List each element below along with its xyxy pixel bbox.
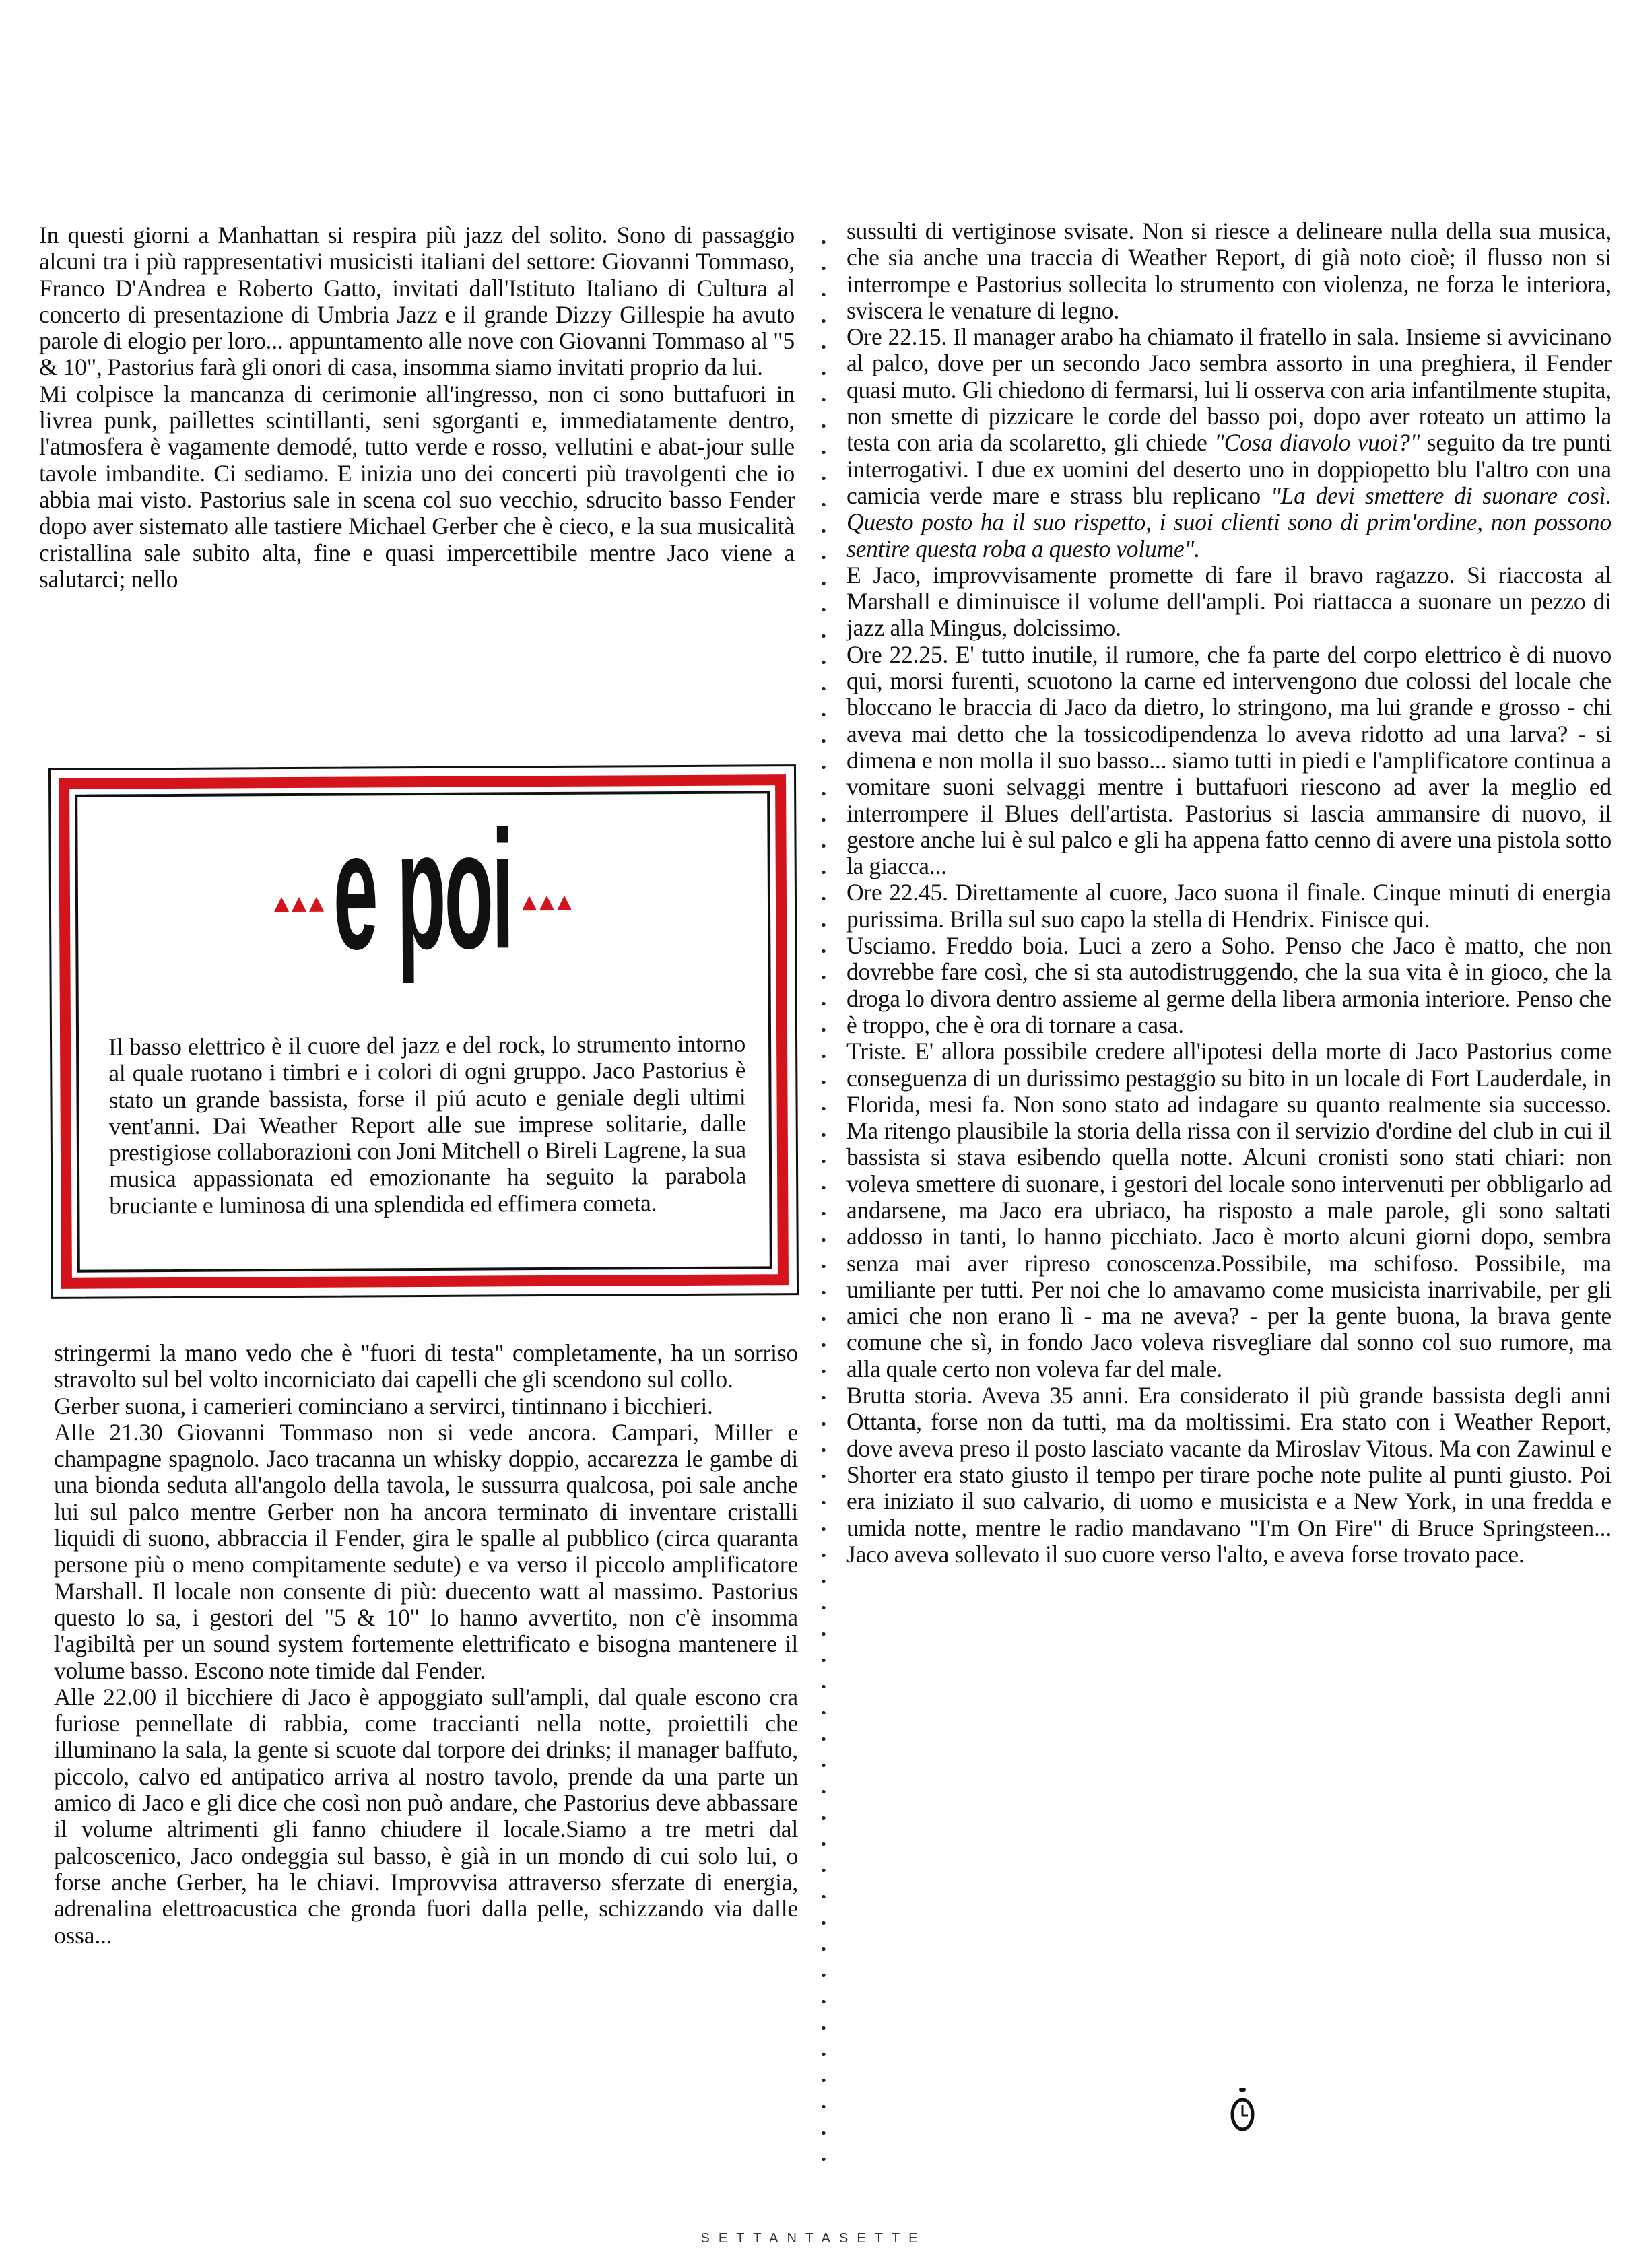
sidebar-red-frame bbox=[59, 774, 789, 1289]
article-paragraph: Usciamo. Freddo boia. Luci a zero a Soho. Penso che Jaco è matto, che non dovrebbe fare così, che si sta autodistruggendo, che la sua vita è in gioco, che la droga lo divora dentro assieme al germe della libera armonia interiore. Penso che è troppo, che è ora di tornare a casa. bbox=[846, 932, 1612, 1038]
article-paragraph: sussulti di vertiginose svisate. Non si riesce a delineare nulla della sua musica, che sia anche una traccia di Weather Report, di già noto cioè; il flusso non si interrompe e Pastorius sollecita lo strumento con violenza, ne forza le interiora, sviscera le venature di legno. bbox=[846, 218, 1612, 324]
article-paragraph: In questi giorni a Manhattan si respira più jazz del solito. Sono di passaggio alcuni tra i più rappresentativi musicisti italiani del settore: Giovanni Tommaso, Franco D'Andrea e Roberto Gatto, invitati dall'Istituto Italiano di Cultura al concerto di presentazione di Umbria Jazz e il grande Dizzy Gillespie ha avuto parole di elogio per loro... appuntamento alle nove con Giovanni Tommaso al "5 & 10", Pastorius farà gli onori di casa, insomma siamo invitati proprio da lui. bbox=[39, 222, 795, 381]
sidebar-inner-frame bbox=[75, 791, 772, 1272]
quote-italic: "La devi smettere di suonare così. Questo posto ha il suo rispetto, i suoi clienti sono di prim'ordine, non possono sentire questa roba a questo volume". bbox=[846, 481, 1612, 562]
sidebar-text: Il basso elettrico è il cuore del jazz e del rock, lo strumento intorno al quale ruotano i timbri e i colori di ogni gruppo. Jaco Pastorius è stato un grande bassista, forse il piú acuto e geniale degli ultimi vent'anni. Dai Weather Report alle sue imprese solitarie, dalle prestigiose collaborazioni con Joni Mitchell o Bireli Lagrene, la sua musica appassionata ed emozionante ha seguito la parabola bruciante e luminosa di una splendida ed effimera cometa. bbox=[108, 1030, 747, 1220]
article-paragraph: stringermi la mano vedo che è "fuori di testa" completamente, ha un sorriso stravolto sul bel volto incorniciato dai capelli che gli scendono sul collo. bbox=[54, 1339, 798, 1393]
article-paragraph: Ore 22.25. E' tutto inutile, il rumore, che fa parte del corpo elettrico è di nuovo qui, morsi furenti, scuotono la carne ed intervengono due colossi del locale che bloccano le braccia di Jaco da dietro, lo stringono, ma lui grande e grosso - chi aveva mai detto che la tossicodipendenza lo aveva ridotto ad una larva? - si dimena e non molla il suo basso... siamo tutti in piedi e l'amplificatore continua a vomitare suoni selvaggi mentre i buttafuori riescono ad aver la meglio ed interrompere il Blues dell'artista. Pastorius si lascia ammansire di nuovo, il gestore anche lui è sul palco e gli ha appena fatto cenno di avere una pistola sotto la giacca... bbox=[846, 640, 1612, 880]
stopwatch-icon bbox=[1230, 2088, 1255, 2132]
article-column-left-bottom bbox=[54, 1340, 798, 1949]
sidebar-box bbox=[48, 764, 799, 1299]
article-paragraph: Alle 21.30 Giovanni Tommaso non si vede ancora. Campari, Miller e champagne spagnolo. Jaco tracanna un whisky doppio, accarezza le gambe di una bionda seduta all'angolo della tavola, le sussurra qualcosa, poi sale anche lui sul palco mentre Gerber non ha ancora terminato di inventare cristalli liquidi di suono, abbraccia il Fender, gira le spalle al pubblico (circa quaranta persone più o meno compitamente sedute) e va verso il piccolo amplificatore Marshall. Il locale non consente di più: duecento watt al massimo. Pastorius questo lo sa, i gestori del "5 & 10" lo hanno avvertito, non c'è insomma l'agibiltà per un sound system fortemente elettrificato e bisogna mantenere il volume basso. Escono note timide dal Fender. bbox=[54, 1418, 798, 1684]
article-paragraph bbox=[846, 324, 1612, 562]
page-number-footer: SETTANTASETTE bbox=[700, 2231, 927, 2246]
article-column-right bbox=[846, 218, 1612, 1568]
column-separator-dotted bbox=[821, 229, 826, 2162]
article-paragraph: Mi colpisce la mancanza di cerimonie all'ingresso, non ci sono buttafuori in livrea punk, paillettes scintillanti, seni sgorganti e, immediatamente dentro, l'atmosfera è vagamente demodé, tutto verde e rosso, vellutini e abat-jour sulle tavole imbandite. Ci sediamo. E inizia uno dei concerti più travolgenti che io abbia mai visto. Pastorius sale in scena col suo vecchio, sdrucito basso Fender dopo aver sistemato alle tastiere Michael Gerber che è cieco, e la sua musicalità cristallina sale subito alta, fine e quasi impercettibile mentre Jaco viene a salutarci; nello bbox=[39, 380, 795, 593]
sidebar-logo bbox=[77, 795, 768, 985]
triangles-left-icon bbox=[274, 897, 324, 912]
triangles-right-icon bbox=[522, 896, 572, 910]
text-run: seguito da tre punti interrogativi. I due ex uomini del deserto uno in doppiopetto blu l'altro con una camicia verde mare e strass blu replicano bbox=[846, 429, 1612, 509]
article-paragraph: Ore 22.45. Direttamente al cuore, Jaco suona il finale. Cinque minuti di energia purissima. Brilla sul suo capo la stella di Hendrix. Finisce qui. bbox=[846, 879, 1612, 933]
article-column-left-top bbox=[39, 222, 795, 593]
article-paragraph: Alle 22.00 il bicchiere di Jaco è appoggiato sull'ampli, dal quale escono cra furiose pennellate di rabbia, come traccianti nella notte, proiettili che illuminano la sala, la gente si scuote dal torpore dei drinks; il manager baffuto, piccolo, calvo ed antipatico arriva al nostro tavolo, prende da una parte un amico di Jaco e gli dice che così non può andare, che Pastorius deve abbassare il volume altrimenti gli fanno chiudere il locale.Siamo a tre metri dal palcoscenico, Jaco ondeggia sul basso, è già in un mondo di cui solo lui, o forse anche Gerber, ha le chiavi. Improvvisa attraverso sferzate di energia, adrenalina elettroacustica che gronda fuori dalla pelle, schizzando via dalle ossa... bbox=[54, 1683, 798, 1949]
article-paragraph: E Jaco, improvvisamente promette di fare il bravo ragazzo. Si riaccosta al Marshall e diminuisce il volume dell'ampli. Poi riattacca a suonare un pezzo di jazz alla Mingus, dolcissimo. bbox=[846, 561, 1612, 642]
article-paragraph: Brutta storia. Aveva 35 anni. Era considerato il più grande bassista degli anni Ottanta, forse non da tutti, ma da moltissimi. Era stato con i Weather Report, dove aveva preso il posto lasciato vacante da Miroslav Vitous. Ma con Zawinul e Shorter era stato giusto il tempo per tirare poche note pulite al punti giusto. Poi era iniziato il suo calvario, di uomo e musicista e a New York, in una fredda e umida notte, mentre le radio mandavano "I'm On Fire" di Bruce Springsteen... Jaco aveva sollevato il suo cuore verso l'alto, e aveva forse trovato pace. bbox=[846, 1382, 1612, 1568]
logo-e-poi: e poi bbox=[333, 795, 513, 985]
article-paragraph: Gerber suona, i camerieri cominciano a servirci, tintinnano i bicchieri. bbox=[54, 1392, 713, 1420]
quote-italic: "Cosa diavolo vuoi?" bbox=[1214, 429, 1420, 457]
article-paragraph: Triste. E' allora possibile credere all'ipotesi della morte di Jaco Pastorius come conseguenza di un durissimo pestaggio su bito in un locale di Fort Lauderdale, in Florida, mesi fa. Non sono stato ad indagare su quanto realmente sia successo. Ma ritengo plausibile la storia della rissa con il servizio d'ordine del club in cui il bassista si stava esibendo quella notte. Alcuni cronisti sono stati chiari: non voleva smettere di suonare, i gestori del locale sono intervenuti per obbligarlo ad andarsene, ma Jaco era ubriaco, ha risposto a male parole, gli sono saltati addosso in tanti, lo hanno picchiato. Jaco è morto alcuni giorni dopo, sembra senza mai aver ripreso conoscenza.Possibile, ma schifoso. Possibile, ma umiliante per tutti. Per noi che lo amavamo come musicista inarrivabile, per gli amici che non erano lì - ma ne aveva? - per la gente buona, la brava gente comune che sì, in fondo Jaco voleva risvegliare dal sonno col suo rumore, ma alla quale certo non voleva far del male. bbox=[846, 1038, 1612, 1382]
text-run: Ore 22.15. Il manager arabo ha chiamato il fratello in sala. Insieme si avvicinano al palco, dove per un secondo Jaco sembra assorto in una preghiera, il Fender quasi muto. Gli chiedono di fermarsi, lui li osserva con aria infantilmente stupita, non smette di pizzicare le corde del basso poi, dopo aver roteato un attimo la testa con aria da scolaretto, gli chiede bbox=[846, 323, 1612, 457]
